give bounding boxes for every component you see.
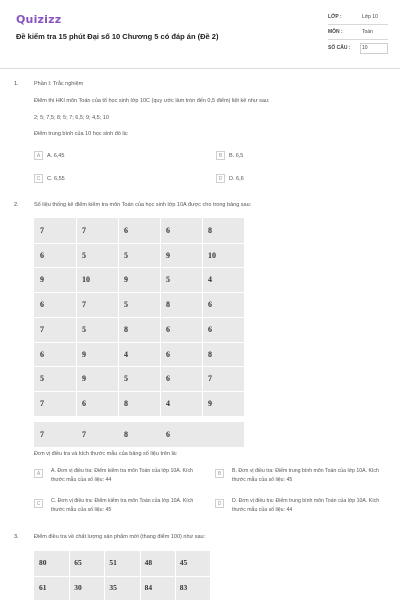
answer-option-b[interactable] [215,467,395,491]
divider [328,24,388,25]
table-cell: 4 [166,398,170,408]
table-cell: 80 [39,558,47,567]
table-cell: 7 [40,226,44,235]
table-cell: 5 [40,374,44,384]
table-cell: 9 [166,250,170,260]
table-divider [34,576,210,577]
count-value: 10 [362,45,368,51]
table-cell: 4 [208,275,212,285]
table-divider [34,342,244,343]
table-divider [34,292,244,293]
question-number: 1. [14,81,19,87]
option-key: C [34,174,43,183]
question-data: 2; 5; 7,5; 8; 5; 7; 6,5; 9; 4,5; 10 [34,115,109,121]
table-cell: 45 [179,558,188,567]
worksheet-header [0,0,400,66]
table-cell: 6 [40,250,44,260]
table-divider [34,391,244,392]
question-prompt: Số liệu thống kê điểm kiểm tra môn Toán của học sinh lớp 10A được cho trong bảng sau: [34,202,252,208]
table-cell: 8 [124,398,128,408]
score-table-last-row [34,422,244,447]
table-cell: 6 [40,300,44,310]
divider [328,39,388,40]
option-text: C. Đơn vị điều tra: Điểm kiểm tra môn Toán của lớp 10A. Kích thước mẫu của số liệu: 45 [51,498,194,513]
option-key: A [34,469,43,478]
table-cell: 8 [124,430,128,439]
question-prompt: Điểm thi HKI môn Toán của tổ học sinh lớp 10C (quy ước làm tròn đến 0,5 điểm) liệt kê như sau: [34,98,270,104]
table-cell: 5 [124,300,128,310]
table-cell: 83 [179,582,188,592]
option-text: B. 6,5 [229,152,244,159]
class-value: Lớp 10 [362,14,378,20]
quizizz-logo[interactable]: Quizizz [16,13,62,26]
option-text: A. 6,45 [47,152,65,159]
table-cell: 7 [82,300,86,310]
table-cell: 30 [74,582,82,592]
option-key: C [34,499,43,508]
table-cell: 5 [166,275,170,285]
quality-table [34,551,210,600]
table-cell: 8 [124,324,128,334]
table-cell: 7 [40,398,44,408]
question-text: Điểm trung bình của 10 học sinh đó là: [34,131,129,137]
table-cell: 61 [39,582,47,592]
table-cell: 65 [74,558,82,567]
question-number: 2. [14,202,19,208]
table-divider [34,267,244,268]
table-cell: 7 [82,430,86,439]
table-cell: 10 [208,250,216,260]
table-divider [34,366,244,367]
table-cell: 7 [40,430,44,439]
answer-option-b[interactable] [216,151,243,160]
class-label: LỚP : [328,14,342,20]
option-text: C. 6,55 [47,175,65,182]
table-cell: 6 [166,430,170,439]
table-cell: 6 [166,324,170,334]
table-cell: 8 [208,349,212,359]
table-cell: 9 [124,275,128,285]
table-cell: 51 [109,558,117,567]
table-cell: 7 [82,226,86,235]
question-number: 3. [14,534,19,540]
table-cell: 9 [82,374,86,384]
option-text: B. Đơn vị điều tra: Điểm trung bình môn Toán của lớp 10A. Kích thước mẫu của số liệu: 45 [232,468,379,483]
table-cell: 6 [166,374,170,384]
table-cell: 6 [166,349,170,359]
answer-option-d[interactable] [216,174,244,183]
table-cell: 9 [208,398,212,408]
answer-option-d[interactable] [215,497,395,521]
table-cell: 5 [124,374,128,384]
table-cell: 7 [40,324,44,334]
table-cell: 6 [40,349,44,359]
table-cell: 5 [124,250,128,260]
table-cell: 10 [82,275,90,285]
answer-option-a[interactable] [34,151,64,160]
table-cell: 8 [166,300,170,310]
table-cell: 6 [208,300,212,310]
question-text: Đơn vị điều tra và kích thước mẫu của bảng số liệu trên là: [34,451,178,457]
score-table [34,218,244,416]
table-cell: 4 [124,349,128,359]
table-cell: 7 [208,374,212,384]
table-cell: 5 [82,250,86,260]
option-text: D. 6,6 [229,175,244,182]
table-cell: 6 [166,226,170,235]
table-divider [34,243,244,244]
table-divider [34,317,244,318]
table-cell: 5 [82,324,86,334]
worksheet-title: Đề kiểm tra 15 phút Đại số 10 Chương 5 có đáp án (Đề 2) [16,32,219,41]
table-cell: 9 [82,349,86,359]
section-heading: Phần I: Trắc nghiệm [34,81,84,87]
table-cell: 6 [208,324,212,334]
table-cell: 9 [40,275,44,285]
subject-value: Toán [362,29,373,35]
option-key: A [34,151,43,160]
answer-option-c[interactable] [34,174,65,183]
table-cell: 8 [208,226,212,235]
table-cell: 6 [124,226,128,235]
option-key: D [216,174,225,183]
question-prompt: Điểm điều tra về chất lượng sản phẩm mới (thang điểm 100) như sau: [34,534,206,540]
option-text: D. Đơn vị điều tra: Điểm trung bình môn Toán của lớp 10A. Kích thước mẫu của số liệu: 44 [232,498,380,513]
table-cell: 6 [82,398,86,408]
table-cell: 84 [144,582,153,592]
header-divider [0,68,400,69]
option-key: D [215,499,224,508]
table-cell: 48 [144,558,153,567]
answer-option-c[interactable] [34,497,214,521]
option-key: B [215,469,224,478]
count-label: SỐ CÂU : [328,45,351,51]
subject-label: MÔN : [328,29,343,35]
answer-option-a[interactable] [34,467,214,491]
option-key: B [216,151,225,160]
table-cell: 35 [109,582,117,592]
option-text: A. Đơn vị điều tra: Điểm kiểm tra môn Toán của lớp 10A. Kích thước mẫu của số liệu: 44 [51,468,193,483]
